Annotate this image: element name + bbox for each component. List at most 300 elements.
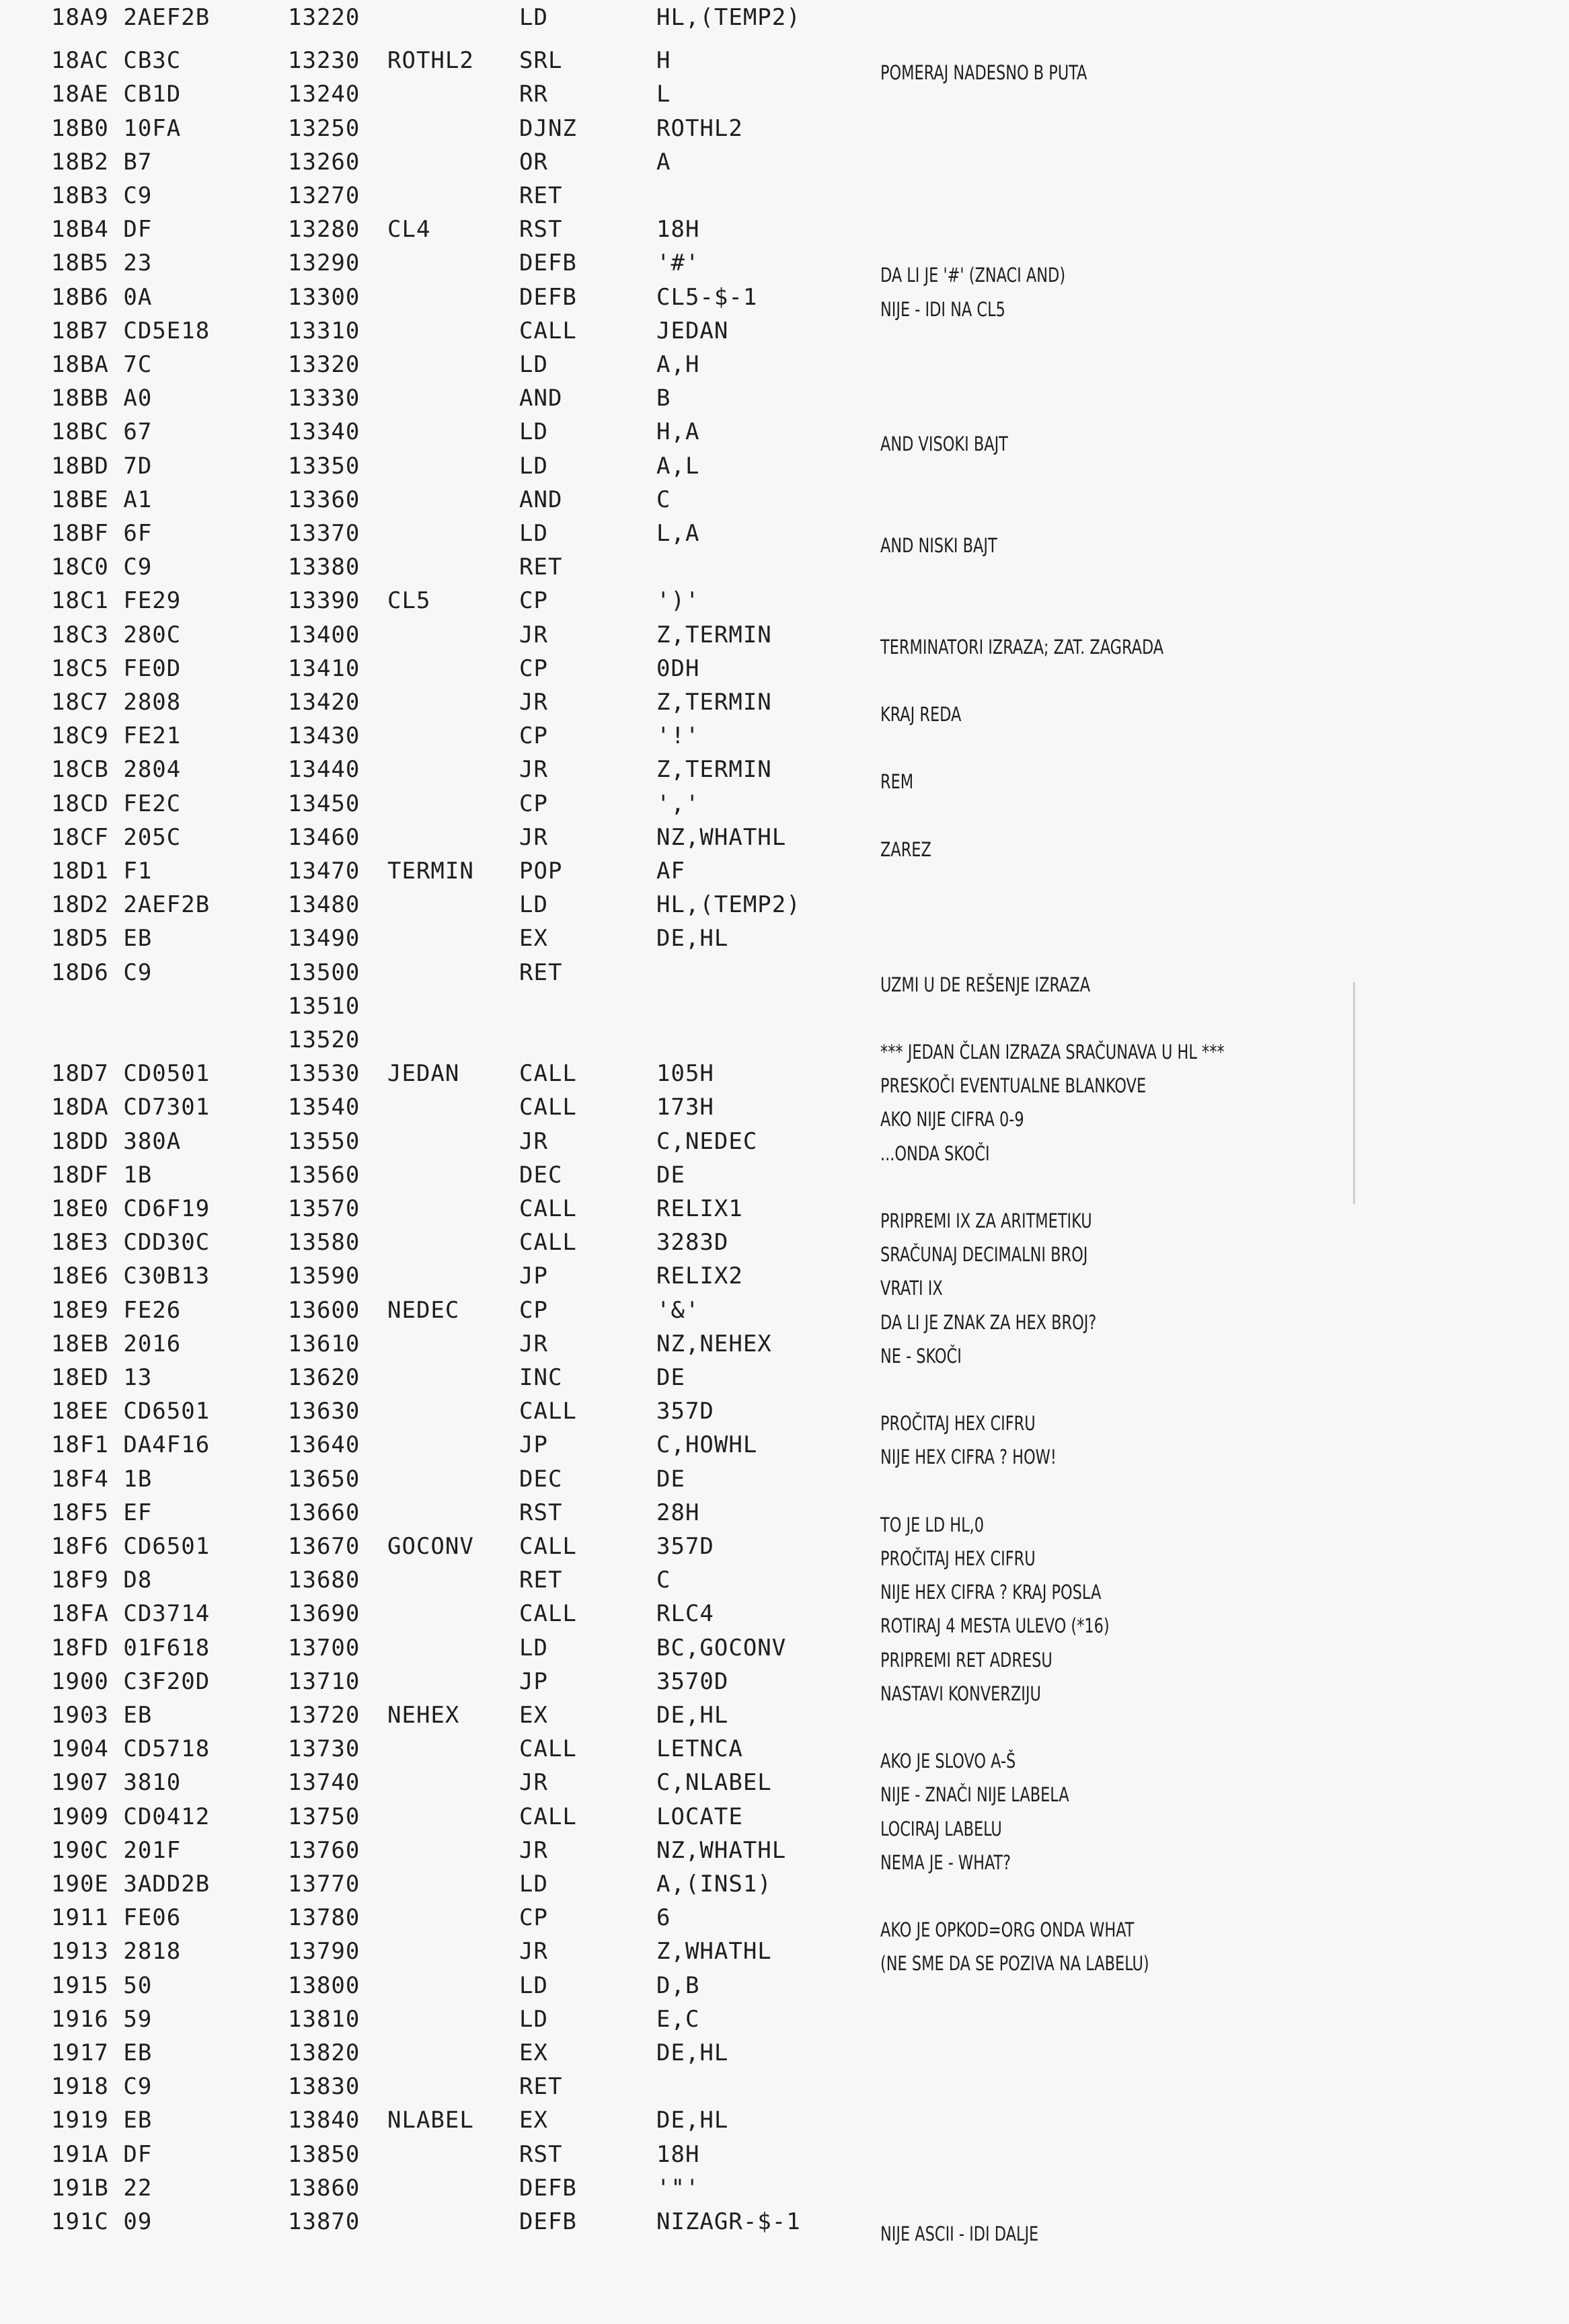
listing-row	[0, 652, 1569, 685]
operand: Z,TERMIN	[656, 689, 772, 716]
opcode: LD	[519, 520, 548, 547]
line-number: 13410	[288, 655, 360, 682]
opcode: CALL	[519, 1533, 577, 1560]
comment: AKO JE OPKOD=ORG ONDA WHAT	[880, 1918, 1135, 1941]
line-number: 13460	[288, 824, 360, 851]
opcode: AND	[519, 385, 563, 412]
listing-row	[0, 685, 1569, 726]
opcode: DEFB	[519, 250, 577, 276]
address-code: 18D6 C9	[51, 959, 153, 986]
line-number: 13620	[288, 1364, 360, 1391]
opcode: JR	[519, 756, 548, 783]
opcode: CALL	[519, 317, 577, 344]
operand: DE,HL	[656, 2107, 729, 2134]
line-number: 13570	[288, 1195, 360, 1222]
opcode: CP	[519, 722, 548, 749]
listing-row	[0, 618, 1569, 659]
operand: E,C	[656, 2006, 700, 2033]
line-number: 13820	[288, 2039, 360, 2066]
address-code: 18CF 205C	[51, 824, 182, 851]
address-code: 18B2 B7	[51, 149, 153, 176]
opcode: EX	[519, 2039, 548, 2066]
address-code: 18C9 FE21	[51, 722, 182, 749]
line-number: 13380	[288, 554, 360, 580]
line-number: 13830	[288, 2073, 360, 2100]
listing-row	[0, 2103, 1569, 2137]
line-number: 13600	[288, 1297, 360, 1324]
operand: 18H	[656, 216, 700, 243]
operand: RELIX2	[656, 1263, 743, 1289]
listing-row	[0, 280, 1569, 321]
address-code: 1919 EB	[51, 2107, 153, 2134]
operand: ROTHL2	[656, 115, 743, 142]
address-code: 18B4 DF	[51, 216, 153, 243]
listing-row	[0, 550, 1569, 584]
label: TERMIN	[387, 858, 474, 885]
address-code: 1913 2818	[51, 1938, 182, 1965]
listing-row	[0, 1192, 1569, 1232]
address-code: 1915 50	[51, 1972, 153, 1999]
operand: C	[656, 1567, 671, 1594]
opcode: CALL	[519, 1229, 577, 1256]
comment: PRIPREMI IX ZA ARITMETIKU	[880, 1209, 1092, 1232]
comment: DA LI JE ZNAK ZA HEX BROJ?	[880, 1311, 1097, 1334]
opcode: JR	[519, 689, 548, 716]
listing-row	[0, 1935, 1569, 1975]
line-number: 13800	[288, 1972, 360, 1999]
opcode: RET	[519, 959, 563, 986]
operand: 3570D	[656, 1668, 729, 1695]
address-code: 18B6 0A	[51, 284, 153, 311]
address-code: 18F6 CD6501	[51, 1533, 211, 1560]
listing-row	[0, 1834, 1569, 1874]
comment: *** JEDAN ČLAN IZRAZA SRAČUNAVA U HL ***	[880, 1041, 1225, 1063]
listing-row	[0, 314, 1569, 348]
opcode: CALL	[519, 1803, 577, 1830]
listing-row	[0, 77, 1569, 111]
listing-row	[0, 584, 1569, 617]
listing-row	[0, 1057, 1569, 1097]
opcode: RST	[519, 216, 563, 243]
opcode: LD	[519, 2006, 548, 2033]
comment: ...ONDA SKOČI	[880, 1142, 990, 1165]
line-number: 13490	[288, 925, 360, 952]
opcode: RST	[519, 2141, 563, 2168]
line-number: 13470	[288, 858, 360, 885]
line-number: 13650	[288, 1466, 360, 1493]
address-code: 18E6 C30B13	[51, 1263, 211, 1289]
opcode: RR	[519, 81, 548, 108]
operand: 173H	[656, 1094, 714, 1121]
address-code: 18E3 CDD30C	[51, 1229, 211, 1256]
line-number: 13320	[288, 351, 360, 378]
address-code: 190C 201F	[51, 1837, 182, 1864]
address-code: 1916 59	[51, 2006, 153, 2033]
operand: DE	[656, 1466, 685, 1493]
listing-row	[0, 1428, 1569, 1468]
listing-row	[0, 2002, 1569, 2036]
line-number: 13390	[288, 587, 360, 614]
listing-row	[0, 1226, 1569, 1266]
margin-rule	[1353, 982, 1355, 1204]
line-number: 13710	[288, 1668, 360, 1695]
label: ROTHL2	[387, 47, 474, 74]
listing-row	[0, 1158, 1569, 1192]
operand: '!'	[656, 722, 700, 749]
opcode: OR	[519, 149, 548, 176]
line-number: 13240	[288, 81, 360, 108]
operand: A	[656, 149, 671, 176]
operand: ')'	[656, 587, 700, 614]
operand: 357D	[656, 1398, 714, 1425]
listing-row	[0, 888, 1569, 922]
line-number: 13290	[288, 250, 360, 276]
operand: NZ,WHATHL	[656, 1837, 787, 1864]
listing-row	[0, 2036, 1569, 2070]
opcode: RET	[519, 182, 563, 209]
address-code: 18DA CD7301	[51, 1094, 211, 1121]
operand: '#'	[656, 250, 700, 276]
comment: REM	[880, 770, 914, 793]
opcode: LD	[519, 4, 548, 31]
operand: 28H	[656, 1499, 700, 1526]
listing-row	[0, 1394, 1569, 1435]
comment: AKO NIJE CIFRA 0-9	[880, 1108, 1024, 1131]
address-code: 1907 3810	[51, 1769, 182, 1796]
line-number: 13420	[288, 689, 360, 716]
opcode: CP	[519, 1297, 548, 1324]
listing-row	[0, 1698, 1569, 1732]
operand: DE,HL	[656, 1702, 729, 1729]
line-number: 13790	[288, 1938, 360, 1965]
listing-row	[0, 1259, 1569, 1300]
line-number: 13520	[288, 1026, 360, 1053]
opcode: LD	[519, 351, 548, 378]
comment: DA LI JE '#' (ZNACI AND)	[880, 264, 1066, 287]
address-code: 18ED 13	[51, 1364, 153, 1391]
address-code: 18C1 FE29	[51, 587, 182, 614]
address-code: 18F5 EF	[51, 1499, 153, 1526]
listing-row	[0, 112, 1569, 145]
address-code: 18AE CB1D	[51, 81, 182, 108]
line-number: 13340	[288, 418, 360, 445]
operand: 6	[656, 1904, 671, 1931]
opcode: JR	[519, 622, 548, 648]
comment: SRAČUNAJ DECIMALNI BROJ	[880, 1243, 1088, 1266]
listing-row	[0, 213, 1569, 246]
listing-row	[0, 1597, 1569, 1637]
opcode: JR	[519, 1837, 548, 1864]
opcode: EX	[519, 925, 548, 952]
address-code: 18BD 7D	[51, 453, 153, 480]
line-number: 13590	[288, 1263, 360, 1289]
listing-row	[0, 787, 1569, 821]
listing-row	[0, 179, 1569, 213]
line-number: 13360	[288, 486, 360, 513]
listing-row	[0, 2171, 1569, 2205]
listing-row	[0, 1766, 1569, 1806]
line-number: 13300	[288, 284, 360, 311]
operand: L	[656, 81, 671, 108]
listing-row	[0, 1090, 1569, 1131]
line-number: 13760	[288, 1837, 360, 1864]
address-code: 18AC CB3C	[51, 47, 182, 74]
comment: PROČITAJ HEX CIFRU	[880, 1547, 1036, 1570]
line-number: 13580	[288, 1229, 360, 1256]
line-number: 13560	[288, 1162, 360, 1189]
opcode: EX	[519, 2107, 548, 2134]
address-code: 18BC 67	[51, 418, 153, 445]
listing-row	[0, 1969, 1569, 2002]
opcode: JR	[519, 1330, 548, 1357]
opcode: RET	[519, 554, 563, 580]
listing-row	[0, 246, 1569, 287]
listing-row	[0, 348, 1569, 381]
line-number: 13430	[288, 722, 360, 749]
address-code: 191B 22	[51, 2175, 153, 2202]
line-number: 13270	[288, 182, 360, 209]
operand: DE,HL	[656, 2039, 729, 2066]
listing-row	[0, 1462, 1569, 1496]
address-code: 1900 C3F20D	[51, 1668, 211, 1695]
comment: UZMI U DE REŠENJE IZRAZA	[880, 973, 1091, 996]
opcode: LD	[519, 1635, 548, 1661]
line-number: 13450	[288, 790, 360, 817]
listing-row	[0, 1867, 1569, 1901]
line-number: 13280	[288, 216, 360, 243]
line-number: 13630	[288, 1398, 360, 1425]
operand: RLC4	[656, 1600, 714, 1627]
opcode: DEFB	[519, 2208, 577, 2235]
line-number: 13660	[288, 1499, 360, 1526]
opcode: JP	[519, 1668, 548, 1695]
address-code: 190E 3ADD2B	[51, 1871, 211, 1898]
opcode: JR	[519, 1128, 548, 1155]
address-code: 18EB 2016	[51, 1330, 182, 1357]
address-code: 18DF 1B	[51, 1162, 153, 1189]
comment: PRIPREMI RET ADRESU	[880, 1649, 1053, 1672]
opcode: DEC	[519, 1466, 563, 1493]
opcode: RET	[519, 1567, 563, 1594]
address-code: 18D2 2AEF2B	[51, 891, 211, 918]
comment: POMERAJ NADESNO B PUTA	[880, 61, 1087, 84]
operand: DE,HL	[656, 925, 729, 952]
opcode: DJNZ	[519, 115, 577, 142]
opcode: JP	[519, 1431, 548, 1458]
listing-row	[0, 1294, 1569, 1334]
address-code: 18F4 1B	[51, 1466, 153, 1493]
opcode: CP	[519, 655, 548, 682]
line-number: 13700	[288, 1635, 360, 1661]
address-code: 1911 FE06	[51, 1904, 182, 1931]
opcode: LD	[519, 891, 548, 918]
operand: 105H	[656, 1060, 714, 1087]
line-number: 13670	[288, 1533, 360, 1560]
line-number: 13510	[288, 993, 360, 1020]
listing-row	[0, 1631, 1569, 1672]
comment: AND VISOKI BAJT	[880, 433, 1008, 455]
comment: PROČITAJ HEX CIFRU	[880, 1412, 1036, 1435]
line-number: 13330	[288, 385, 360, 412]
address-code: 191C 09	[51, 2208, 153, 2235]
comment: TERMINATORI IZRAZA; ZAT. ZAGRADA	[880, 636, 1164, 659]
comment: VRATI IX	[880, 1277, 943, 1300]
listing-row	[0, 145, 1569, 179]
address-code: 18CB 2804	[51, 756, 182, 783]
address-code: 18C0 C9	[51, 554, 153, 580]
operand: '&'	[656, 1297, 700, 1324]
listing-row	[0, 821, 1569, 861]
line-number: 13370	[288, 520, 360, 547]
operand: C,HOWHL	[656, 1431, 758, 1458]
address-code: 1909 CD0412	[51, 1803, 211, 1830]
line-number: 13230	[288, 47, 360, 74]
operand: 357D	[656, 1533, 714, 1560]
operand: C,NLABEL	[656, 1769, 772, 1796]
label: NEHEX	[387, 1702, 460, 1729]
label: GOCONV	[387, 1533, 474, 1560]
operand: '"'	[656, 2175, 700, 2202]
operand: 0DH	[656, 655, 700, 682]
address-code: 18FD 01F618	[51, 1635, 211, 1661]
comment: NIJE - ZNAČI NIJE LABELA	[880, 1783, 1069, 1806]
operand: NZ,NEHEX	[656, 1330, 772, 1357]
comment: NIJE - IDI NA CL5	[880, 298, 1005, 321]
operand: Z,TERMIN	[656, 622, 772, 648]
address-code: 18BA 7C	[51, 351, 153, 378]
address-code: 18C3 280C	[51, 622, 182, 648]
operand: A,(INS1)	[656, 1871, 772, 1898]
opcode: CALL	[519, 1094, 577, 1121]
operand: C,NEDEC	[656, 1128, 758, 1155]
opcode: CP	[519, 1904, 548, 1931]
line-number: 13550	[288, 1128, 360, 1155]
opcode: LD	[519, 418, 548, 445]
address-code: 18DD 380A	[51, 1128, 182, 1155]
line-number: 13540	[288, 1094, 360, 1121]
operand: L,A	[656, 520, 700, 547]
operand: H,A	[656, 418, 700, 445]
comment: NEMA JE - WHAT?	[880, 1851, 1011, 1874]
line-number: 13690	[288, 1600, 360, 1627]
line-number: 13480	[288, 891, 360, 918]
comment: KRAJ REDA	[880, 703, 962, 726]
listing-row	[0, 449, 1569, 483]
opcode: CALL	[519, 1735, 577, 1762]
operand: HL,(TEMP2)	[656, 891, 801, 918]
line-number: 13870	[288, 2208, 360, 2235]
listing-row	[0, 719, 1569, 753]
address-code: 18B5 23	[51, 250, 153, 276]
opcode: EX	[519, 1702, 548, 1729]
opcode: AND	[519, 486, 563, 513]
operand: Z,WHATHL	[656, 1938, 772, 1965]
listing-row	[0, 1800, 1569, 1840]
operand: B	[656, 385, 671, 412]
operand: DE	[656, 1162, 685, 1189]
address-code: 18F1 DA4F16	[51, 1431, 211, 1458]
listing-row	[0, 2138, 1569, 2171]
operand: NIZAGR-$-1	[656, 2208, 801, 2235]
operand: BC,GOCONV	[656, 1635, 787, 1661]
comment: NASTAVI KONVERZIJU	[880, 1682, 1041, 1705]
address-code: 18C5 FE0D	[51, 655, 182, 682]
listing-row	[0, 922, 1569, 955]
address-code: 18BF 6F	[51, 520, 153, 547]
comment: PRESKOČI EVENTUALNE BLANKOVE	[880, 1074, 1147, 1097]
comment: NIJE HEX CIFRA ? KRAJ POSLA	[880, 1581, 1102, 1604]
line-number: 13220	[288, 4, 360, 31]
line-number: 13740	[288, 1769, 360, 1796]
address-code: 191A DF	[51, 2141, 153, 2168]
operand: A,H	[656, 351, 700, 378]
address-code: 1917 EB	[51, 2039, 153, 2066]
opcode: LD	[519, 1972, 548, 1999]
address-code: 18CD FE2C	[51, 790, 182, 817]
label: CL5	[387, 587, 431, 614]
address-code: 1903 EB	[51, 1702, 153, 1729]
address-code: 18F9 D8	[51, 1567, 153, 1594]
comment: NE - SKOČI	[880, 1345, 962, 1367]
line-number: 13680	[288, 1567, 360, 1594]
opcode: POP	[519, 858, 563, 885]
comment: AND NISKI BAJT	[880, 534, 997, 557]
line-number: 13770	[288, 1871, 360, 1898]
opcode: LD	[519, 453, 548, 480]
opcode: JR	[519, 1769, 548, 1796]
listing-row	[0, 483, 1569, 517]
operand: LOCATE	[656, 1803, 743, 1830]
listing-row	[0, 4, 1569, 44]
opcode: CALL	[519, 1600, 577, 1627]
listing-row	[0, 2070, 1569, 2103]
operand: AF	[656, 858, 685, 885]
listing-row	[0, 44, 1569, 84]
opcode: CALL	[519, 1060, 577, 1087]
listing-row	[0, 854, 1569, 888]
opcode: CP	[519, 790, 548, 817]
operand: JEDAN	[656, 317, 729, 344]
comment: AKO JE SLOVO A-Š	[880, 1750, 1016, 1772]
listing-row	[0, 1665, 1569, 1705]
line-number: 13810	[288, 2006, 360, 2033]
operand: 3283D	[656, 1229, 729, 1256]
line-number: 13640	[288, 1431, 360, 1458]
operand: H	[656, 47, 671, 74]
line-number: 13720	[288, 1702, 360, 1729]
line-number: 13610	[288, 1330, 360, 1357]
operand: C	[656, 486, 671, 513]
comment: LOCIRAJ LABELU	[880, 1817, 1002, 1840]
listing-row	[0, 1361, 1569, 1394]
opcode: RST	[519, 1499, 563, 1526]
comment: TO JE LD HL,0	[880, 1513, 985, 1536]
opcode: DEC	[519, 1162, 563, 1189]
listing-row	[0, 2205, 1569, 2245]
listing-row	[0, 1125, 1569, 1165]
opcode: CALL	[519, 1398, 577, 1425]
address-code: 18D5 EB	[51, 925, 153, 952]
address-code: 18EE CD6501	[51, 1398, 211, 1425]
opcode: CP	[519, 587, 548, 614]
listing-row	[0, 1901, 1569, 1941]
line-number: 13850	[288, 2141, 360, 2168]
label: CL4	[387, 216, 431, 243]
operand: NZ,WHATHL	[656, 824, 787, 851]
address-code: 18BB A0	[51, 385, 153, 412]
operand: HL,(TEMP2)	[656, 4, 801, 31]
label: JEDAN	[387, 1060, 460, 1087]
